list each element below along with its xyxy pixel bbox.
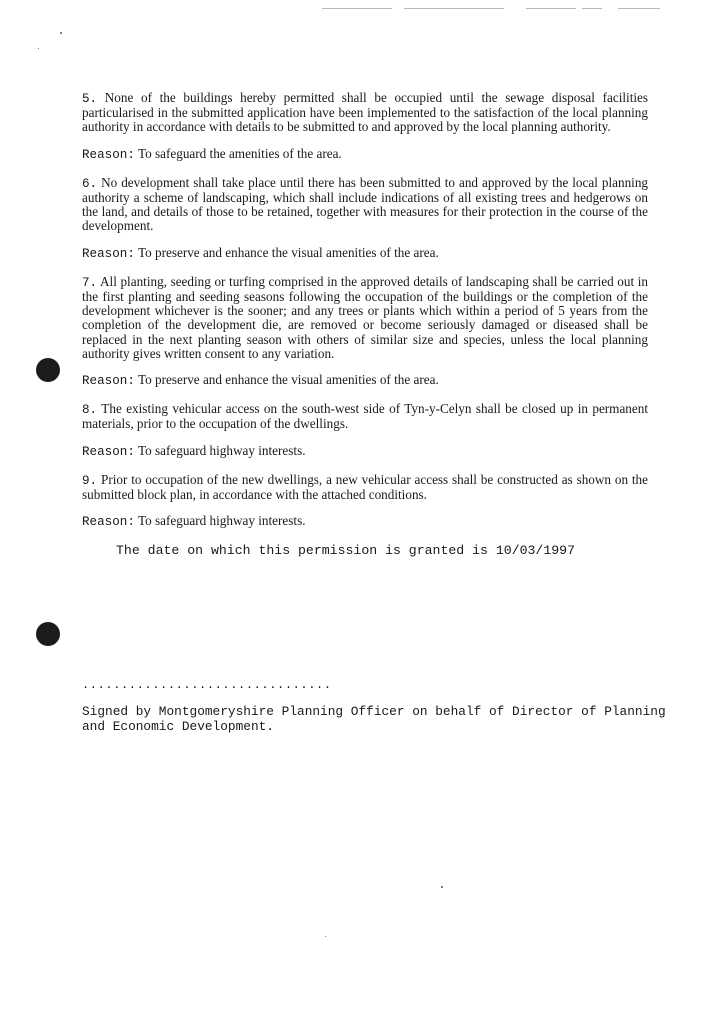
scan-edge-line [582,8,602,9]
reason-label: Reason: [82,515,135,530]
condition-6 [82,176,648,234]
condition-text: None of the buildings hereby permitted shall be occupied until the sewage disposal facilities particularised in the submitted application have been implemented to the satisfaction of the local planning authority in accordance with details to be submitted to and approved by the local planning authority. [82,90,649,135]
permission-grant-date: The date on which this permission is granted is 10/03/1997 [116,543,575,559]
reason-label: Reason: [82,444,135,459]
condition-6-reason [82,246,648,261]
condition-5 [82,91,648,135]
condition-number: 6. [82,176,98,191]
dust-speck [325,936,326,937]
condition-9 [82,473,648,502]
condition-8 [82,402,648,431]
reason-label: Reason: [82,246,135,261]
scan-edge-line [618,8,660,9]
condition-text: Prior to occupation of the new dwellings, a new vehicular access shall be constructed as shown on the submitted block plan, in accordance with the attached conditions. [82,471,649,503]
condition-number: 8. [82,403,98,418]
reason-text: To preserve and enhance the visual amenities of the area. [137,244,439,260]
condition-5-reason [82,147,648,162]
condition-number: 5. [82,92,98,106]
punch-hole [36,358,60,382]
condition-9-reason [82,514,648,529]
condition-7-reason [82,373,648,388]
reason-text: To safeguard highway interests. [137,442,306,458]
conditions-body [82,91,648,559]
dust-speck [38,48,39,49]
signature-block: Signed by Montgomeryshire Planning Officer on behalf of Director of Planning and Economic Development. [82,704,666,734]
scan-edge-line [404,8,504,9]
scan-edge-line [322,8,392,9]
reason-label: Reason: [82,374,135,389]
condition-text: The existing vehicular access on the south-west side of Tyn-y-Celyn shall be closed up in permanent materials, prior to the occupation of the dwellings. [82,401,648,432]
dust-speck [60,32,62,34]
signature-line: ................................ [82,678,332,692]
reason-text: To safeguard highway interests. [137,513,306,529]
condition-text: No development shall take place until there has been submitted to and approved by the local planning authority a scheme of landscaping, which shall include indications of all existing trees and hedgerows on the land, and details of those to be retained, together with measures for their protection in the course of the development. [82,174,649,234]
condition-number: 7. [82,275,98,290]
scan-edge-line [526,8,576,9]
reason-label: Reason: [82,147,135,162]
reason-text: To preserve and enhance the visual amenities of the area. [137,372,439,388]
condition-text: All planting, seeding or turfing comprised in the approved details of landscaping shall be carried out in the first planting and seeding seasons following the occupation of the buildings or the completion of the development whichever is the sooner; and any trees or plants which within a period of 5 years from the completion of the development die, are removed or become seriously damaged or diseased shall be replaced in the next planting season with others of similar size and species, unless the local planning authority gives written consent to any variation. [82,273,648,361]
reason-text: To safeguard the amenities of the area. [137,145,342,161]
dust-speck [441,886,443,888]
condition-number: 9. [82,473,98,488]
punch-hole [36,622,60,646]
condition-7 [82,275,648,361]
condition-8-reason [82,444,648,459]
